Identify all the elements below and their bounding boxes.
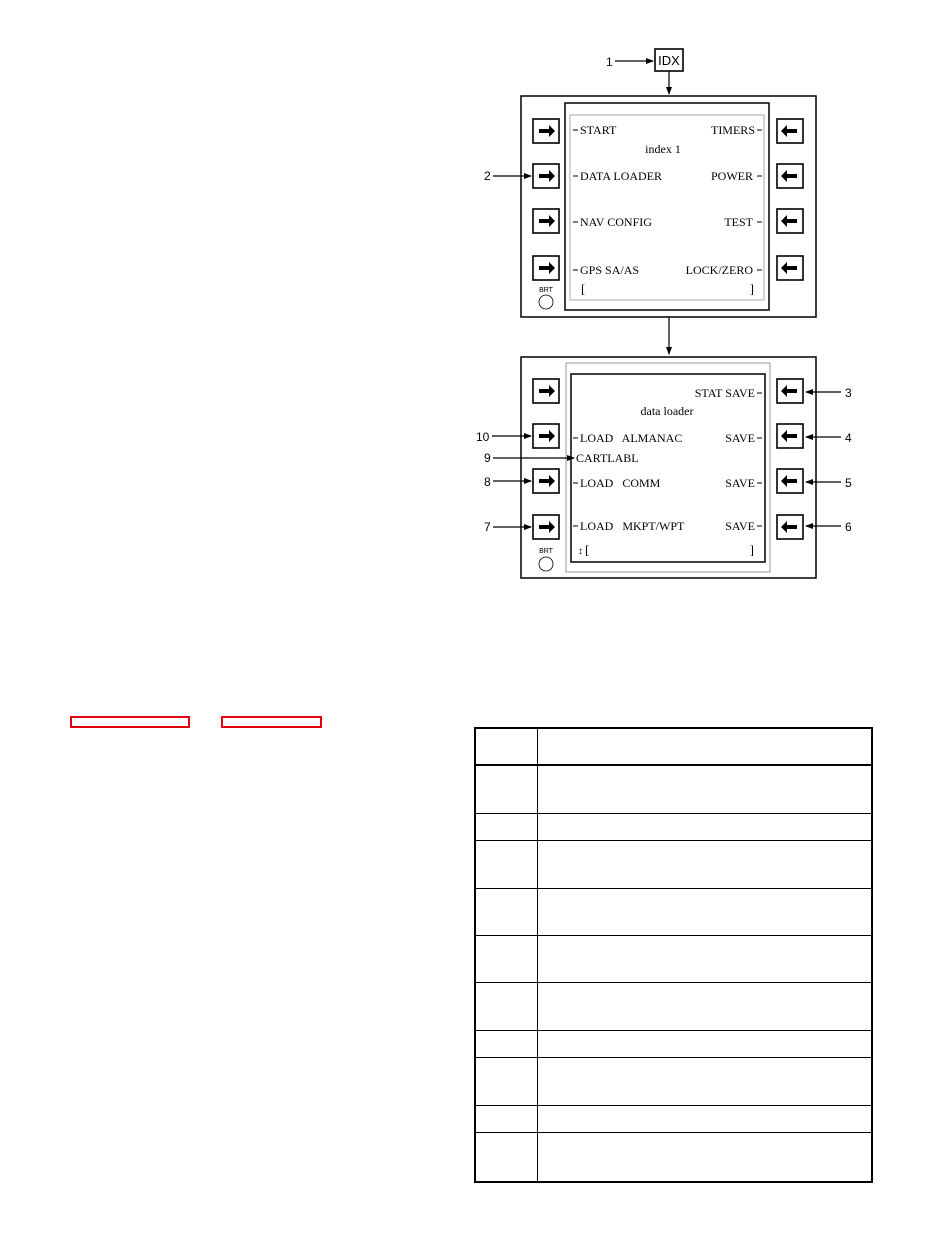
menu-lock-zero: LOCK/ZERO bbox=[685, 263, 753, 277]
scratchpad-close: ] bbox=[749, 281, 754, 296]
brt-knob[interactable] bbox=[539, 557, 553, 571]
callout-5: 5 bbox=[845, 476, 852, 490]
lsk-left-1[interactable] bbox=[533, 379, 559, 403]
brt-label: BRT bbox=[539, 287, 553, 294]
table-row-rule bbox=[476, 982, 871, 983]
lsk-right-2[interactable] bbox=[777, 424, 803, 448]
callout-10: 10 bbox=[476, 430, 490, 444]
brt-label: BRT bbox=[539, 548, 553, 555]
menu-save-almanac: SAVE bbox=[725, 431, 755, 445]
callout-8: 8 bbox=[484, 475, 491, 489]
table-header-rule bbox=[476, 764, 871, 766]
table-row-rule bbox=[476, 813, 871, 814]
callout-4: 4 bbox=[845, 431, 852, 445]
table-row-rule bbox=[476, 1105, 871, 1106]
lsk-right-1[interactable] bbox=[777, 379, 803, 403]
lsk-right-4[interactable] bbox=[777, 256, 803, 280]
table-row-rule bbox=[476, 840, 871, 841]
callout-1: 1 bbox=[606, 55, 613, 69]
menu-power: POWER bbox=[711, 169, 753, 183]
screen-title: data loader bbox=[640, 404, 694, 418]
lsk-right-1[interactable] bbox=[777, 119, 803, 143]
callout-9: 9 bbox=[484, 451, 491, 465]
callout-7: 7 bbox=[484, 520, 491, 534]
menu-gps-sa-as: GPS SA/AS bbox=[580, 263, 640, 277]
lsk-right-2[interactable] bbox=[777, 164, 803, 188]
screen-title: index 1 bbox=[645, 142, 681, 156]
menu-save-comm: SAVE bbox=[725, 476, 755, 490]
lsk-left-1[interactable] bbox=[533, 119, 559, 143]
lsk-right-3[interactable] bbox=[777, 469, 803, 493]
scratchpad-open: [ bbox=[581, 281, 586, 296]
table-column-divider bbox=[537, 729, 538, 1181]
lsk-left-2[interactable] bbox=[533, 424, 559, 448]
menu-test: TEST bbox=[724, 215, 753, 229]
menu-stat-save: STAT SAVE bbox=[694, 386, 755, 400]
callout-2: 2 bbox=[484, 169, 491, 183]
lsk-left-3[interactable] bbox=[533, 209, 559, 233]
red-outline-box-left bbox=[70, 716, 190, 728]
screen-frame-loader bbox=[571, 374, 765, 562]
table-row-rule bbox=[476, 1057, 871, 1058]
callout-3: 3 bbox=[845, 386, 852, 400]
lsk-left-4[interactable] bbox=[533, 515, 559, 539]
callout-6: 6 bbox=[845, 520, 852, 534]
menu-load-comm: LOAD COMM bbox=[580, 476, 661, 490]
scroll-arrow-icon: ↕ bbox=[578, 546, 583, 557]
menu-load-mkpt-wpt: LOAD MKPT/WPT bbox=[580, 519, 685, 533]
scratchpad-open: [ bbox=[585, 542, 590, 557]
table-row-rule bbox=[476, 888, 871, 889]
cart-label: CARTLABL bbox=[576, 451, 639, 465]
table-row-rule bbox=[476, 1132, 871, 1133]
lsk-left-4[interactable] bbox=[533, 256, 559, 280]
menu-timers: TIMERS bbox=[710, 123, 755, 137]
table-row-rule bbox=[476, 935, 871, 936]
table-row-rule bbox=[476, 1030, 871, 1031]
callout-legend-table bbox=[474, 727, 873, 1183]
lsk-left-3[interactable] bbox=[533, 469, 559, 493]
menu-data-loader: DATA LOADER bbox=[580, 169, 663, 183]
lsk-right-4[interactable] bbox=[777, 515, 803, 539]
lsk-right-3[interactable] bbox=[777, 209, 803, 233]
menu-start: START bbox=[580, 123, 617, 137]
red-outline-box-right bbox=[221, 716, 322, 728]
scratchpad-close: ] bbox=[749, 542, 754, 557]
lsk-left-2[interactable] bbox=[533, 164, 559, 188]
menu-nav-config: NAV CONFIG bbox=[580, 215, 652, 229]
menu-load-almanac: LOAD ALMANAC bbox=[580, 431, 683, 445]
menu-save-mkpt-wpt: SAVE bbox=[725, 519, 755, 533]
idx-key-label: IDX bbox=[658, 53, 680, 68]
brt-knob[interactable] bbox=[539, 295, 553, 309]
